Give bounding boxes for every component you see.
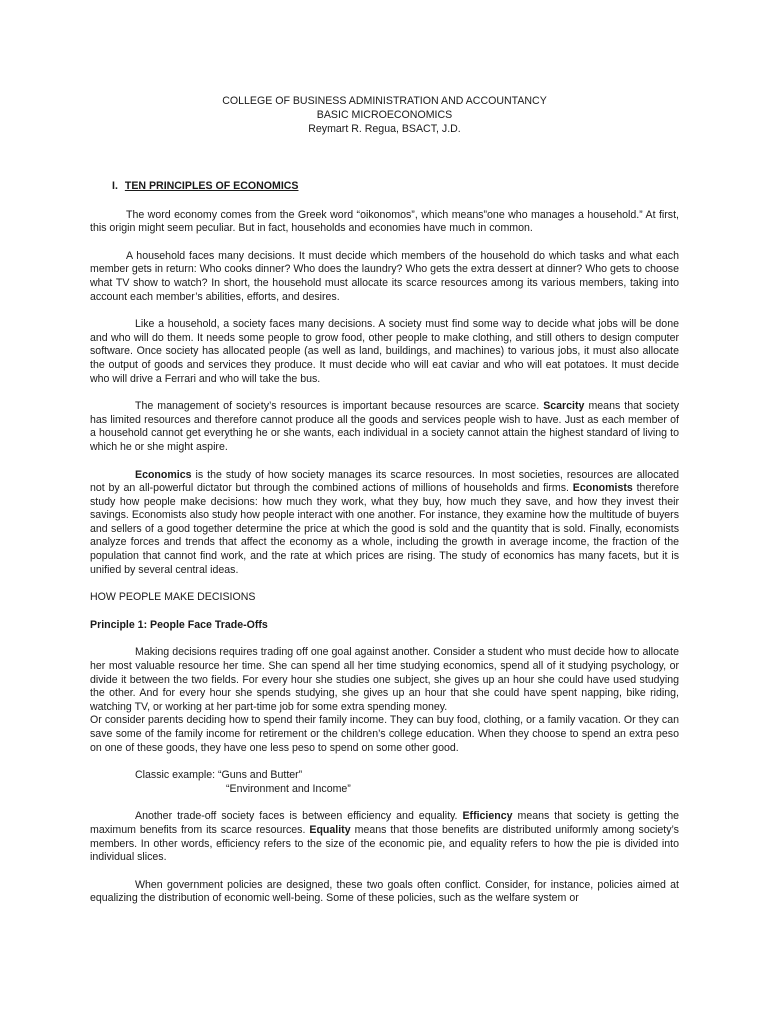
text-run: therefore study how people make decisions: how much they work, what they buy, how much they save, and how they invest their savings. Economists also study how people interact with one another. For instance, they examine how the multitude of buyers and sellers of a good together determine the price at which the good is sold and the quantity that is sold. Finally, economists analyze forces and trends that affect the economy as a whole, including the growth in average income, the fraction of the population that cannot find work, and the rate at which prices are rising. The study of economics has many facets, but it is unified by several central ideas. [90, 482, 679, 576]
paragraph-economics-definition [90, 469, 679, 578]
paragraph-household-decisions: A household faces many decisions. It must decide which members of the household do which tasks and what each member gets in return: Who cooks dinner? Who does the laundry? Who gets the extra dessert at dinner? Who gets to choose what TV show to watch? In short, the household must allocate its scarce resources among its various members, taking into account each member’s abilities, efforts, and desires. [90, 249, 679, 303]
principle-1-heading: Principle 1: People Face Trade-Offs [90, 618, 268, 631]
text-run: means that those benefits are distributed uniformly among society’s members. In other words, efficiency refers to the size of the economic pie, and equality refers to how the pie is divided into individual slices. [90, 823, 679, 864]
course-title: BASIC MICROECONOMICS [316, 109, 453, 121]
paragraph-policy-conflict: When government policies are designed, these two goals often conflict. Consider, for instance, policies aimed at equalizing the distribution of economic well-being. Some of these policies, such as the welfare system or [90, 878, 679, 905]
example-guns-butter: Classic example: “Guns and Butter” [135, 769, 303, 782]
term-economics: Economics [135, 468, 192, 481]
text-run: Another trade-off society faces is between efficiency and equality. [135, 810, 463, 823]
document-header [90, 94, 679, 136]
text-run: means that society has limited resources and therefore cannot produce all the goods and services people wish to have. Just as each member of a household cannot get everything he or she wants, each individual in a society cannot attain the highest standard of living to which he or she might aspire. [90, 400, 679, 453]
paragraph-scarcity [90, 400, 679, 454]
text-run: The management of society’s resources is important because resources are scarce. [135, 400, 544, 413]
section-heading [112, 180, 679, 194]
paragraph-society-decisions: Like a household, a society faces many decisions. A society must find some way to decide what jobs will be done and who will do them. It needs some people to grow food, other people to make clothing, and still others to design computer software. Once society has allocated people (as well as land, buildings, and machines) to various jobs, it must also allocate the output of goods and services they produce. It must decide who will eat caviar and who will eat potatoes. It must decide who will drive a Ferrari and who will take the bus. [90, 318, 679, 385]
section-title: TEN PRINCIPLES OF ECONOMICS [124, 180, 299, 192]
paragraph-economy-origin: The word economy comes from the Greek word “oikonomos”, which means”one who manages a household.” At first, this origin might seem peculiar. But in fact, households and economies have much in common. [90, 208, 679, 235]
author-name: Reymart R. Regua, BSACT, J.D. [308, 123, 461, 135]
term-economists: Economists [572, 482, 633, 495]
term-equality: Equality [309, 823, 351, 836]
paragraph-parents-tradeoff: Or consider parents deciding how to spend their family income. They can buy food, clothing, or a family vacation. Or they can save some of the family income for retirement or the children’s college education. When they choose to spend an extra peso on one of these goods, they have one less peso to spend on some other good. [90, 714, 679, 754]
text-run: is the study of how society manages its scarce resources. In most societies, resources are allocated not by an all-powerful dictator but through the combined actions of millions of households and firms. [90, 468, 679, 495]
term-scarcity: Scarcity [543, 400, 585, 413]
subheading-decisions: HOW PEOPLE MAKE DECISIONS [90, 591, 256, 604]
section-number: I. [112, 180, 118, 192]
term-efficiency: Efficiency [462, 810, 513, 823]
paragraph-efficiency-equality [90, 810, 679, 864]
paragraph-student-tradeoff: Making decisions requires trading off one goal against another. Consider a student who must decide how to allocate her most valuable resource her time. She can spend all her time studying economics, spend all of it studying psychology, or divide it between the two fields. For every hour she studies one subject, she gives up an hour she could have used studying the other. And for every hour she spends studying, she gives up an hour that she could have spent napping, bike riding, watching TV, or working at her part-time job for some extra spending money. [90, 646, 679, 713]
classic-example [135, 769, 679, 796]
text-run: means that society is getting the maximum benefits from its scarce resources. [90, 810, 679, 836]
example-environment-income: “Environment and Income” [226, 782, 351, 795]
college-name: COLLEGE OF BUSINESS ADMINISTRATION AND ACCOUNTANCY [222, 95, 547, 107]
